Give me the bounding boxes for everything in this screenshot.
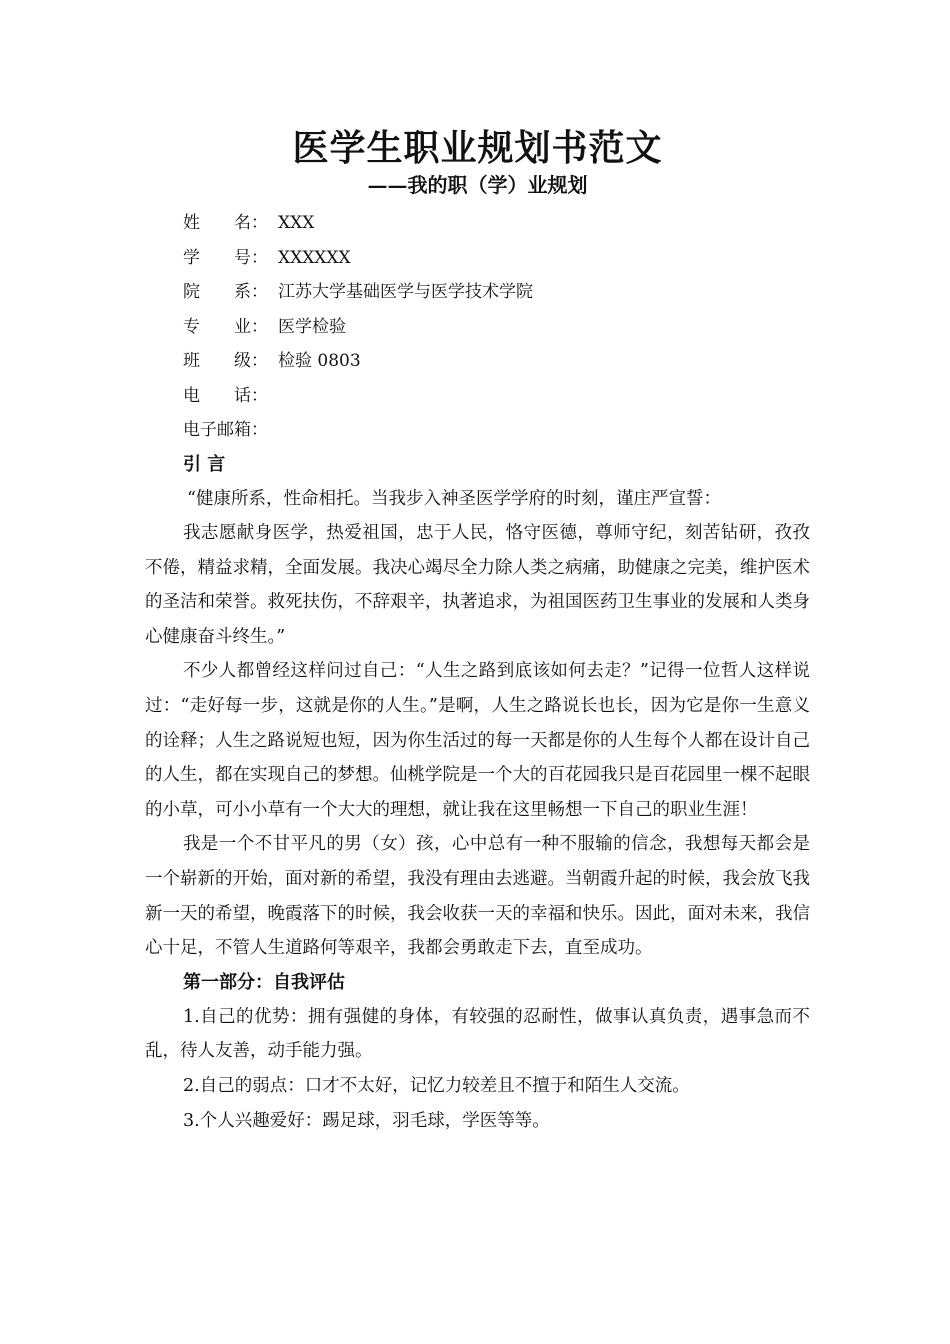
document-title: 医学生职业规划书范文	[292, 127, 663, 169]
info-label: 电 话：	[183, 385, 268, 406]
self-motivation-paragraph: 我是一个不甘平凡的男（女）孩，心中总有一种不服输的信念，我想每天都会是一个崭新的开始，面对新的希望，我没有理由去逃避。当朝霞升起的时候，我会放飞我新一天的希望，晚霞落下的时候，我会收获一天的幸福和快乐。因此，面对未来，我信心十足，不管人生道路何等艰辛，我都会勇敢走下去，直至成功。	[145, 834, 810, 959]
oath-paragraph-1: “健康所系，性命相托。当我步入神圣医学学府的时刻，谨庄严宣誓：	[187, 488, 721, 509]
info-value: XXX	[278, 213, 315, 233]
info-row-department	[145, 275, 810, 310]
document-subtitle: ——我的职（学）业规划	[367, 173, 588, 197]
info-value: 医学检验	[278, 316, 346, 337]
info-row-name	[145, 206, 810, 241]
list-item-weaknesses: 2.自己的弱点：口才不太好，记忆力较差且不擅于和陌生人交流。	[183, 1076, 690, 1096]
info-label: 电子邮箱：	[183, 420, 268, 440]
info-value: 检验 0803	[278, 351, 361, 371]
info-row-class	[145, 344, 810, 379]
part1-heading: 第一部分：自我评估	[183, 971, 345, 993]
info-label: 院 系：	[183, 282, 268, 302]
info-label: 姓 名：	[183, 213, 268, 233]
info-label: 专 业：	[183, 316, 268, 337]
info-value: 江苏大学基础医学与医学技术学院	[278, 282, 533, 302]
info-row-student-id	[145, 241, 810, 276]
personal-info-list	[145, 206, 810, 448]
info-row-email	[145, 413, 810, 448]
intro-heading: 引 言	[183, 453, 226, 475]
oath-paragraph-2: 我志愿献身医学，热爱祖国，忠于人民，恪守医德，尊师守纪，刻苦钻研，孜孜不倦，精益求精，全面发展。我决心竭尽全力除人类之病痛，助健康之完美，维护医术的圣洁和荣誉。救死扶伤，不辞艰辛，执著追求，为祖国医药卫生事业的发展和人类身心健康奋斗终生。”	[145, 523, 810, 647]
info-value: XXXXXX	[278, 247, 351, 268]
info-row-phone	[145, 379, 810, 414]
life-path-paragraph: 不少人都曾经这样问过自己：“人生之路到底该如何去走？”记得一位哲人这样说过：“走好每一步，这就是你的人生。”是啊，人生之路说长也长，因为它是你一生意义的诠释；人生之路说短也短，因为你生活过的每一天都是你的人生每个人都在设计自己的人生，都在实现自己的梦想。仙桃学院是一个大的百花园我只是百花园里一棵不起眼的小草，可小小草有一个大大的理想，就让我在这里畅想一下自己的职业生涯！	[145, 661, 810, 820]
info-label: 学 号：	[183, 247, 268, 268]
info-row-major	[145, 310, 810, 345]
list-item-strengths: 1.自己的优势：拥有强健的身体，有较强的忍耐性，做事认真负责，遇事急而不乱，待人友善，动手能力强。	[145, 1006, 810, 1062]
info-label: 班 级：	[183, 351, 268, 371]
document-page	[145, 120, 810, 1138]
list-item-hobbies: 3.个人兴趣爱好：踢足球，羽毛球，学医等等。	[183, 1110, 550, 1131]
